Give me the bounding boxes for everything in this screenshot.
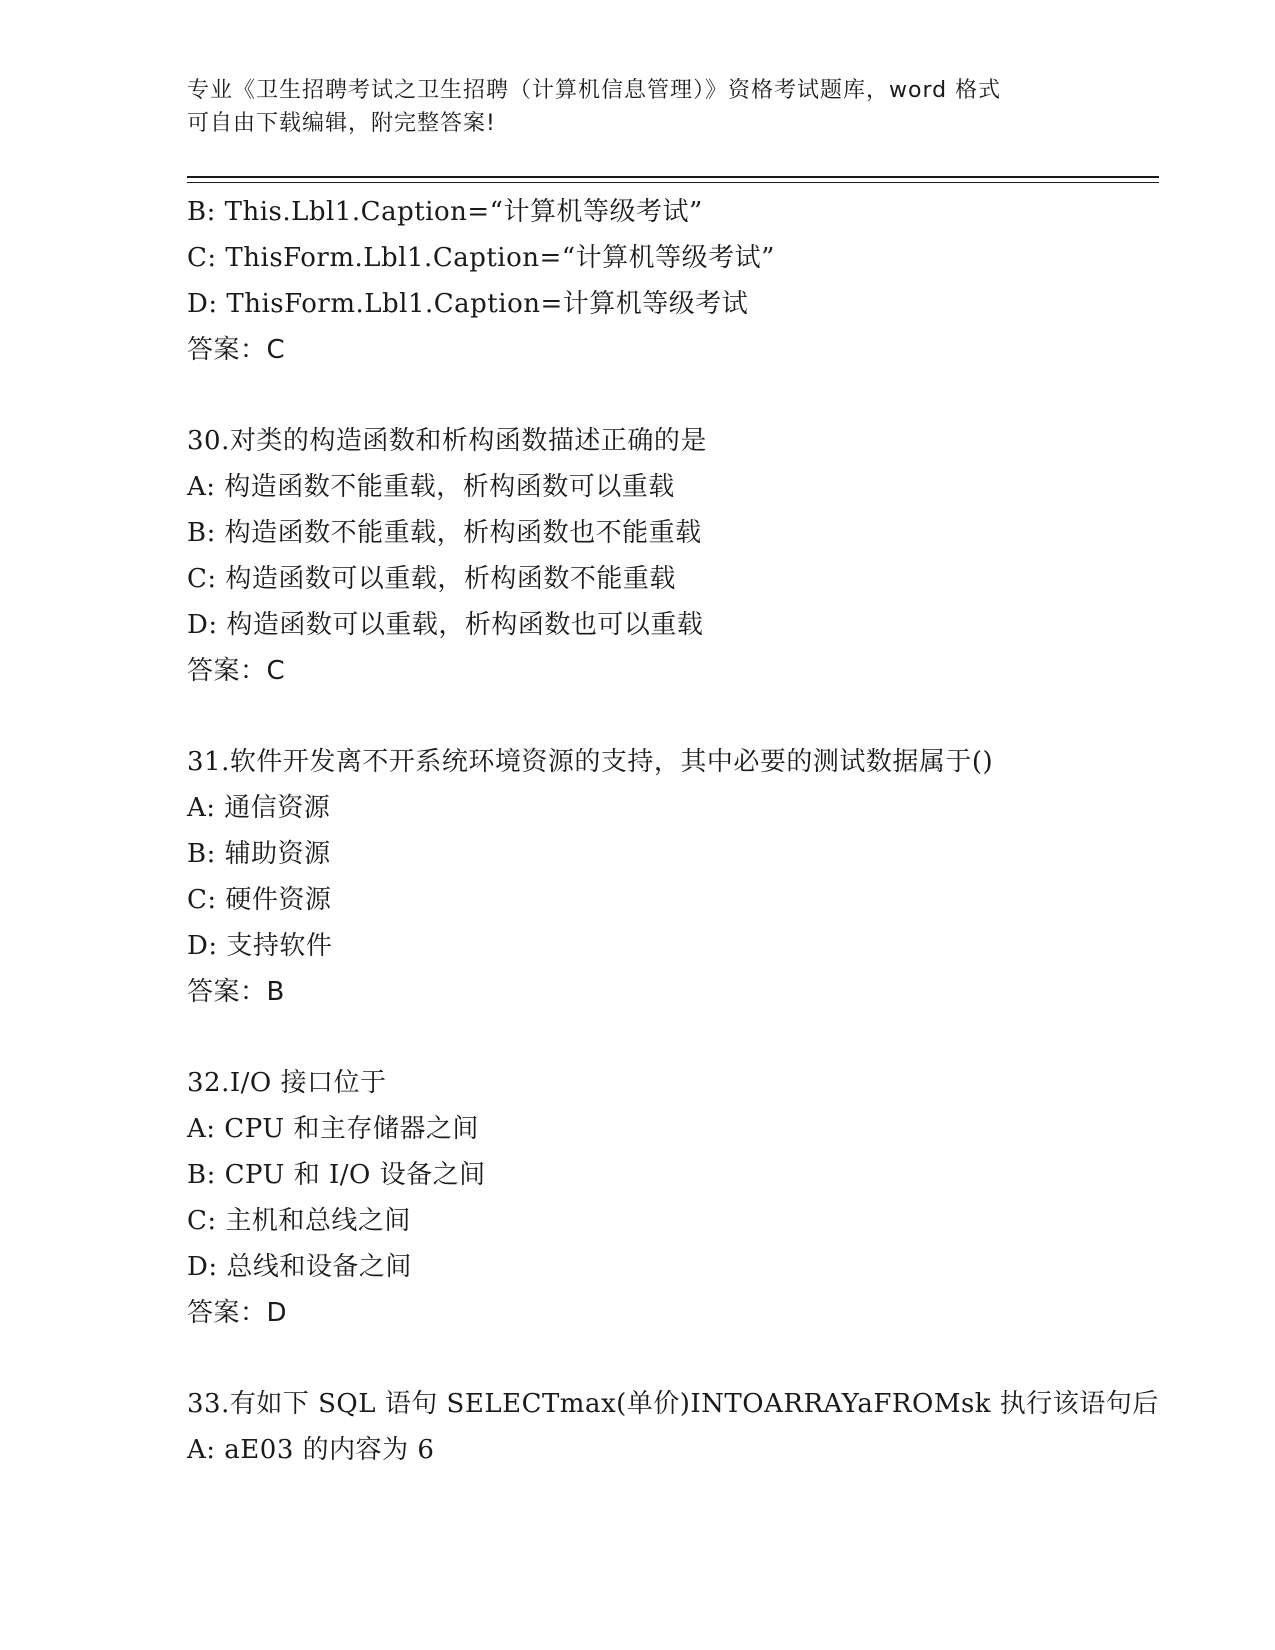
question-content — [187, 189, 1167, 1473]
option-d: D: ThisForm.Lbl1.Caption=计算机等级考试 — [187, 289, 749, 319]
page-header — [187, 74, 1087, 140]
spacer — [187, 1015, 1167, 1060]
question-stem: 33.有如下 SQL 语句 SELECTmax(单价)INTOARRAYaFROMsk 执行该语句后 — [187, 1389, 1159, 1419]
question-block-30 — [187, 418, 1167, 694]
option-d: D: 支持软件 — [187, 931, 333, 961]
spacer — [187, 694, 1167, 739]
answer-line: 答案：C — [187, 335, 286, 365]
option-c: C: 硬件资源 — [187, 885, 332, 915]
option-c: C: 构造函数可以重载，析构函数不能重载 — [187, 564, 676, 594]
option-a: A: 构造函数不能重载，析构函数可以重载 — [187, 472, 675, 502]
option-b: B: CPU 和 I/O 设备之间 — [187, 1160, 486, 1190]
option-b: B: This.Lbl1.Caption=“计算机等级考试” — [187, 197, 703, 227]
option-a: A: aE03 的内容为 6 — [187, 1435, 435, 1465]
option-d: D: 构造函数可以重载，析构函数也可以重载 — [187, 610, 704, 640]
header-divider-thick — [187, 176, 1159, 178]
option-c: C: ThisForm.Lbl1.Caption=“计算机等级考试” — [187, 243, 775, 273]
option-c: C: 主机和总线之间 — [187, 1206, 411, 1236]
answer-line: 答案：D — [187, 1298, 288, 1328]
answer-line: 答案：B — [187, 977, 285, 1007]
option-b: B: 辅助资源 — [187, 839, 331, 869]
question-block-32 — [187, 1060, 1167, 1336]
question-block-31 — [187, 739, 1167, 1015]
question-stem: 32.I/O 接口位于 — [187, 1068, 387, 1098]
question-block-29 — [187, 189, 1167, 373]
header-line-2: 可自由下载编辑，附完整答案! — [187, 111, 496, 136]
question-stem: 30.对类的构造函数和析构函数描述正确的是 — [187, 426, 707, 456]
spacer — [187, 373, 1167, 418]
answer-line: 答案：C — [187, 656, 286, 686]
question-block-33 — [187, 1381, 1167, 1473]
option-b: B: 构造函数不能重载，析构函数也不能重载 — [187, 518, 702, 548]
option-d: D: 总线和设备之间 — [187, 1252, 412, 1282]
question-stem: 31.软件开发离不开系统环境资源的支持，其中必要的测试数据属于() — [187, 747, 994, 777]
option-a: A: CPU 和主存储器之间 — [187, 1114, 479, 1144]
spacer — [187, 1336, 1167, 1381]
header-line-1: 专业《卫生招聘考试之卫生招聘（计算机信息管理）》资格考试题库，word 格式 — [187, 78, 1002, 103]
option-a: A: 通信资源 — [187, 793, 331, 823]
header-divider-thin — [187, 182, 1159, 183]
